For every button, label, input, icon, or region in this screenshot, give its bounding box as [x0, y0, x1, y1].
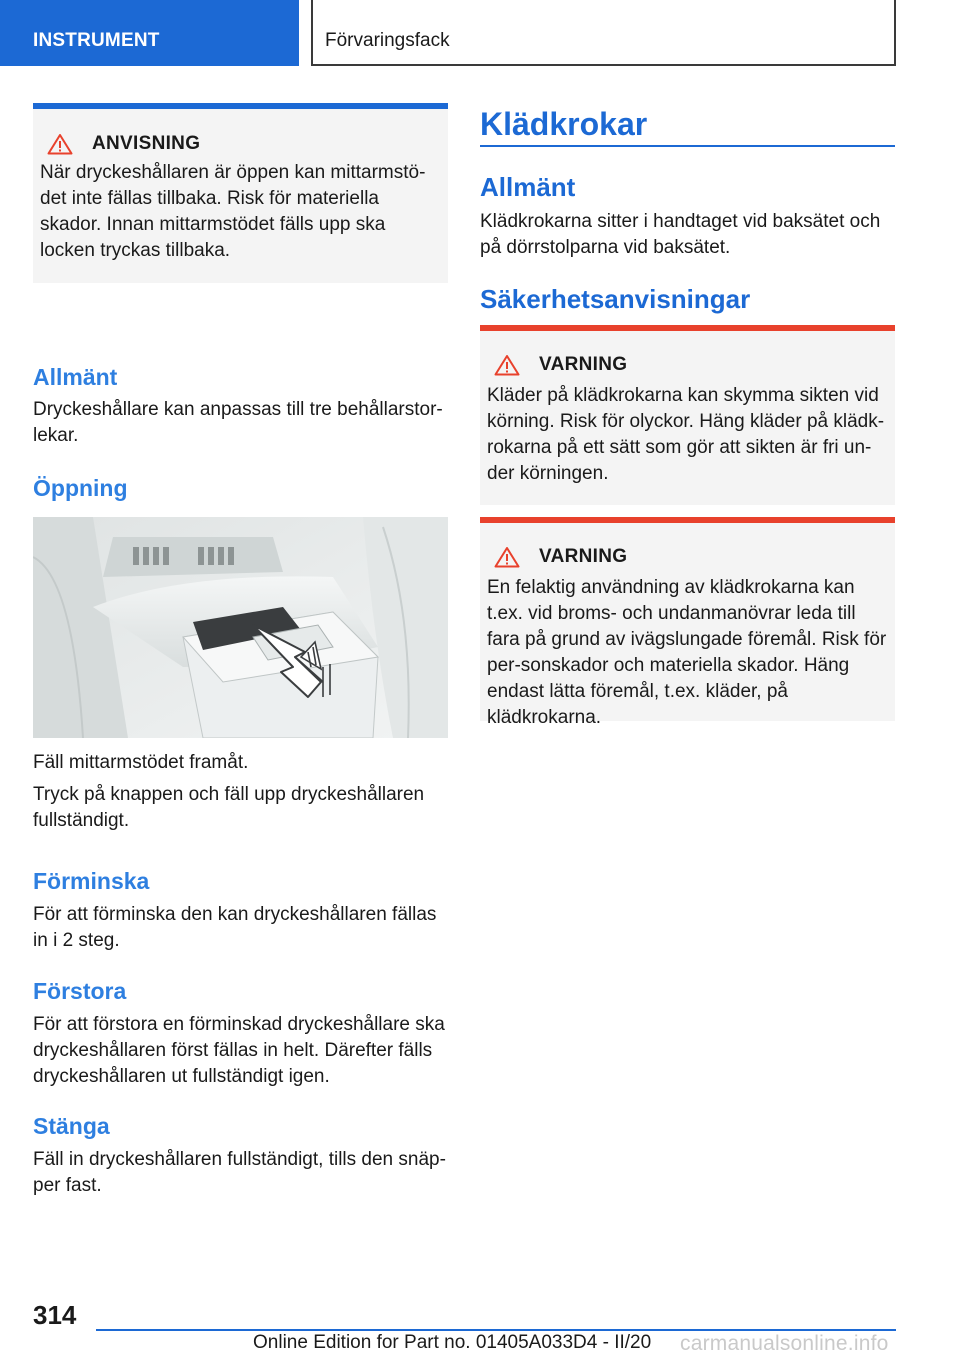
- main-heading-clothes-hooks: Klädkrokar: [480, 106, 648, 142]
- warning-bar-1: [480, 325, 895, 331]
- subheading-general: Allmänt: [33, 364, 118, 390]
- warning-triangle-icon: [494, 354, 520, 376]
- subheading-enlarge: Förstora: [33, 978, 127, 1004]
- armrest-cupholder-illustration: [33, 517, 448, 738]
- warning-box-1: [480, 325, 895, 505]
- paragraph-close: Fäll in dryckeshållaren fullständigt, tills den snäp-per fast.: [33, 1149, 446, 1196]
- subheading-safety: Säkerhetsanvisningar: [480, 284, 751, 314]
- notice-header: [47, 133, 200, 155]
- notice-bar: [33, 103, 448, 109]
- header-chapter-tab: [311, 0, 896, 66]
- warning-label-2: VARNING: [539, 546, 628, 567]
- subheading-general-right: Allmänt: [480, 172, 576, 202]
- warning-triangle-icon: [494, 546, 520, 568]
- heading-rule: [480, 145, 895, 147]
- header-section-label: INSTRUMENT: [33, 30, 160, 51]
- header-chapter-label: Förvaringsfack: [325, 30, 450, 51]
- subheading-opening: Öppning: [33, 475, 128, 501]
- step-2-text: Tryck på knappen och fäll upp dryckeshållaren fullständigt.: [33, 784, 425, 831]
- armrest-drawing: [33, 517, 448, 738]
- notice-text: När dryckeshållaren är öppen kan mittarmstö-det inte fällas tillbaka. Risk för materiella skador. Innan mittarmstödet fälls upp ska locken tryckas tillbaka.: [40, 162, 426, 261]
- footer-edition: Online Edition for Part no. 01405A033D4 - II/20: [253, 1332, 652, 1353]
- notice-label: ANVISNING: [92, 133, 201, 154]
- step-1-text: Fäll mittarmstödet framåt.: [33, 752, 249, 773]
- warning-header-1: [494, 354, 627, 376]
- warning-box-2: [480, 517, 895, 728]
- paragraph-general-right: Klädkrokarna sitter i handtaget vid baksätet och på dörrstolparna vid baksätet.: [480, 211, 881, 258]
- warning-triangle-icon: [47, 133, 73, 155]
- paragraph-enlarge: För att förstora en förminskad dryckeshållare ska dryckeshållaren först fällas in helt. Därefter fälls dryckeshållaren ut fullständigt igen.: [33, 1014, 445, 1087]
- warning-text-2: En felaktig användning av klädkrokarna kan t.ex. vid broms- och undanmanövrar leda till fara på grund av ivägslungade föremål. Risk för per-sonskador och materiella skador. Häng endast lätta föremål, t.ex. kläder, på klädkrokarna.: [487, 577, 887, 728]
- warning-bar-2: [480, 517, 895, 523]
- subheading-reduce: Förminska: [33, 868, 150, 894]
- footer-rule: [96, 1329, 896, 1331]
- warning-text-1: Kläder på klädkrokarna kan skymma sikten vid körning. Risk för olyckor. Häng kläder på klädk-rokarna på ett sätt som gör att sikten är fri un-der körningen.: [487, 385, 885, 484]
- warning-label-1: VARNING: [539, 354, 628, 375]
- notice-box: [33, 103, 448, 283]
- watermark-text: carmanualsonline.info: [680, 1332, 889, 1355]
- subheading-close: Stänga: [33, 1113, 110, 1139]
- paragraph-general: Dryckeshållare kan anpassas till tre behållarstor-lekar.: [33, 399, 443, 446]
- page-number: 314: [33, 1300, 77, 1330]
- paragraph-reduce: För att förminska den kan dryckeshållaren fällas in i 2 steg.: [33, 904, 437, 951]
- header-section-tab: [0, 0, 299, 66]
- warning-header-2: [494, 546, 627, 568]
